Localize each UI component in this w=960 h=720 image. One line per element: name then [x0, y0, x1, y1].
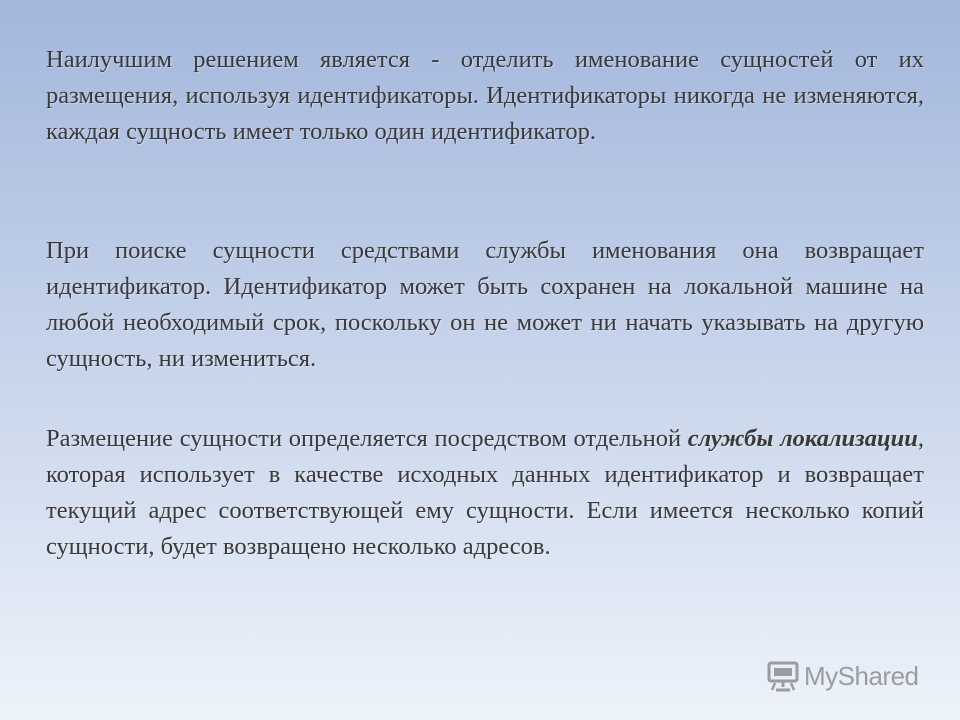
projector-screen-icon: [766, 659, 800, 693]
paragraph-location-service: [46, 421, 924, 565]
myshared-watermark: [766, 656, 919, 696]
watermark-text: MyShared: [804, 660, 919, 691]
paragraph-identifiers: Наилучшим решением является - отделить именование сущностей от их размещения, используя идентификаторы. Идентификаторы никогда не изменяются, каждая сущность имеет только один идентификатор.: [46, 46, 924, 145]
paragraph-naming-service: При поиске сущности средствами службы именования она возвращает идентификатор. Идентификатор может быть сохранен на локальной машине на любой необходимый срок, поскольку он не может ни начать указывать на другую сущность, ни измениться.: [46, 237, 924, 372]
paragraph-location-service-before: Размещение сущности определяется посредством отдельной: [46, 425, 688, 452]
location-service-term: службы локализации: [687, 425, 918, 452]
paragraph-location-service-after: , которая использует в качестве исходных данных идентификатор и возвращает текущий адрес соответствующей ему сущности. Если имеется несколько копий сущности, будет возвращено несколько адресов.: [46, 425, 924, 560]
